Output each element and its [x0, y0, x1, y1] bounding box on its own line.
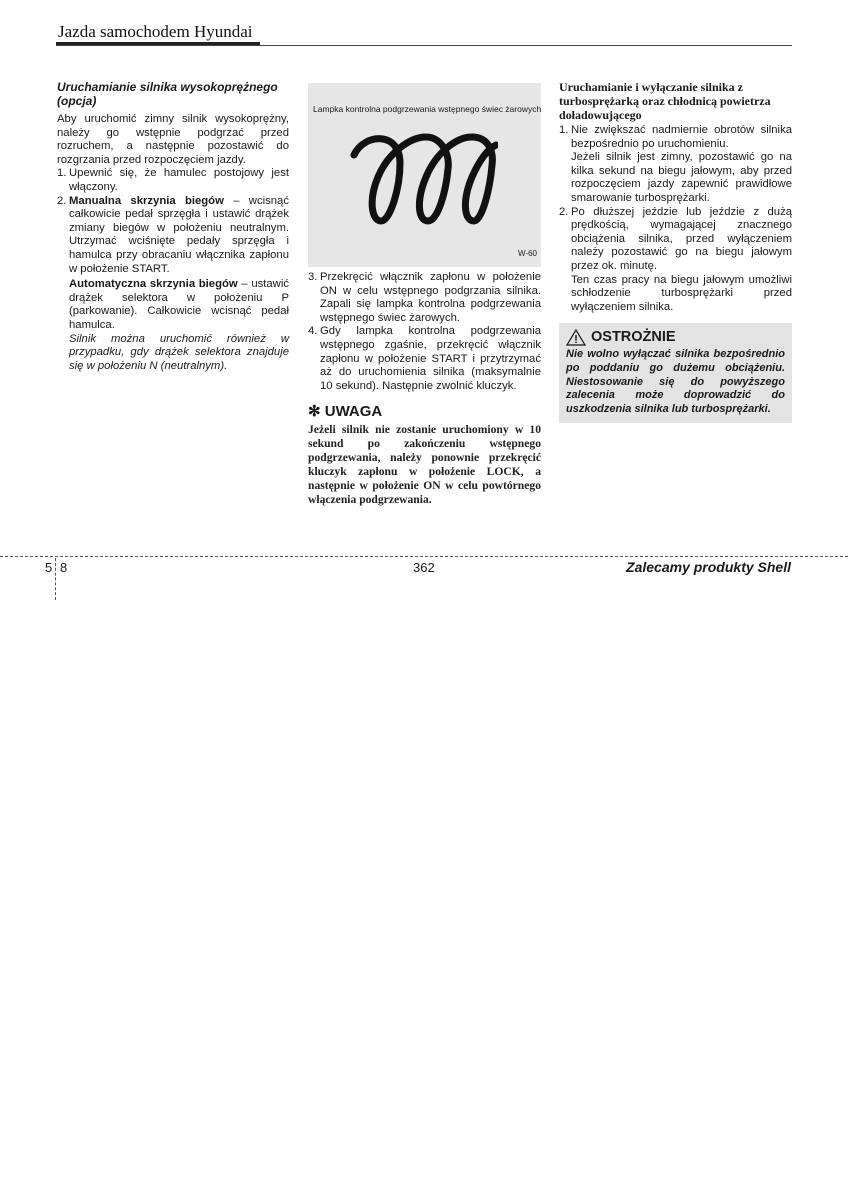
- section-title-turbo: Uruchamianie i wyłączanie silnika z turbosprężarką oraz chłodnicą powietrza doładowującego: [559, 80, 771, 122]
- step-text: [69, 195, 289, 277]
- step-text: Upewnić się, że hamulec postojowy jest włączony.: [69, 167, 289, 193]
- item-text: Nie zwiększać nadmiernie obrotów silnika bezpośrednio po uruchomieniu.: [571, 124, 792, 150]
- turbo-item-1-sub: Jeżeli silnik jest zimny, pozostawić go na kilka sekund na biegu jałowym, aby przed rozpoczęciem jazdy zapewnić prawidłowe smarowanie turbosprężarki.: [571, 151, 792, 204]
- step-number: 2.: [57, 194, 67, 207]
- turbo-item-1: [559, 124, 792, 151]
- footer-page-number: 8: [60, 560, 68, 575]
- step-4: [308, 325, 541, 393]
- caution-body: Nie wolno wyłączać silnika bezpośrednio po poddaniu go dużemu obciążeniu. Niestosowanie się do powyższego zalecenia może doprowadzić do uszkodzenia silnika lub turbosprężarki.: [566, 348, 785, 415]
- automatic-gearbox-note: Silnik można uruchomić również w przypadku, gdy drążek selektora znajduje się w położeniu N (neutralnym).: [69, 332, 289, 372]
- caution-box: [559, 323, 792, 423]
- automatic-gearbox-label: Automatyczna skrzynia biegów: [69, 278, 238, 291]
- column-turbo: [559, 80, 792, 423]
- figure-code: W-60: [518, 249, 537, 259]
- manual-gearbox-label: Manualna skrzynia biegów: [69, 194, 224, 207]
- turbo-item-2-sub: Ten czas pracy na biegu jałowym umożliwi schłodzenie turbosprężarki przed wyłączeniem silnika.: [571, 273, 792, 313]
- column-diesel-start: [57, 80, 289, 373]
- step-number: 4.: [308, 325, 318, 338]
- step-number: 3.: [308, 271, 318, 283]
- automatic-gearbox-paragraph: [57, 278, 289, 332]
- section-title-diesel: Uruchamianie silnika wysokoprężnego (opcja): [57, 80, 278, 108]
- glow-plug-figure: [308, 83, 541, 267]
- turbo-item-2: [559, 206, 792, 274]
- page-header-title: Jazda samochodem Hyundai: [58, 22, 253, 41]
- caution-title-text: OSTROŻNIE: [591, 329, 676, 346]
- asterisk-icon: ✻: [308, 403, 321, 421]
- step-1: [57, 167, 289, 194]
- footer-dashed-divider: [55, 558, 56, 600]
- note-body: Jeżeli silnik nie zostanie uruchomiony w 10 sekund po zakończeniu wstępnego podgrzewania, należy ponownie przekręcić kluczyk zapłonu w położenie LOCK, a następnie w położenie ON w celu powtórnego włączenia podgrzewania.: [308, 422, 541, 506]
- item-number: 2.: [559, 205, 569, 218]
- note-title-text: UWAGA: [324, 403, 383, 421]
- step-3: [308, 271, 541, 325]
- automatic-gearbox-text: – ustawić drążek selektora w położeniu P (parkowanie). Całkowicie wcisnąć pedał hamulca.: [69, 278, 289, 331]
- step-number: 1.: [57, 167, 67, 180]
- header-rule: [56, 45, 792, 46]
- footer-sheet-number: 362: [413, 560, 435, 575]
- figure-caption: Lampka kontrolna podgrzewania wstępnego świec żarowych: [313, 104, 542, 114]
- caution-title: [566, 329, 785, 346]
- intro-paragraph: Aby uruchomić zimny silnik wysokoprężny, należy go wstępnie podgrzać przed rozruchem, a następnie pozostawić do rozgrzania przed rozpoczęciem jazdy.: [57, 113, 289, 166]
- footer-chapter-number: 5: [45, 560, 53, 575]
- item-text: Po dłuższej jeździe lub jeździe z dużą prędkością, wymagającej znacznego obciążenia silnika, przed wyłączeniem należy pozostawić go na biegu jałowym przez ok. minutę.: [571, 205, 792, 272]
- note-title: [308, 405, 541, 419]
- step-2: [57, 195, 289, 277]
- column-glow-plug: [308, 80, 541, 507]
- glow-plug-coil-icon: [348, 131, 498, 231]
- footer-brand-text: Zalecamy produkty Shell: [626, 559, 791, 575]
- step-text: Przekręcić włącznik zapłonu w położenie ON w celu wstępnego podgrzania silnika. Zapali się lampka kontrolna podgrzewania wstępnego świec żarowych.: [320, 271, 541, 324]
- item-number: 1.: [559, 124, 569, 136]
- footer-dashed-rule: [0, 556, 848, 557]
- manual-gearbox-text: – wcisnąć całkowicie pedał sprzęgła i ustawić drążek zmiany biegów w położeniu neutralnym. Utrzymać wciśnięte pedały sprzęgła i hamulca przy obracaniu włącznika zapłonu w położenie START.: [69, 194, 289, 275]
- step-text: Gdy lampka kontrolna podgrzewania wstępnego zgaśnie, przekręcić włącznik zapłonu w położenie START i przytrzymać aż do uruchomienia silnika (maksymalnie 10 sekund). Następnie zwolnić kluczyk.: [320, 325, 541, 392]
- warning-triangle-icon: [566, 329, 586, 346]
